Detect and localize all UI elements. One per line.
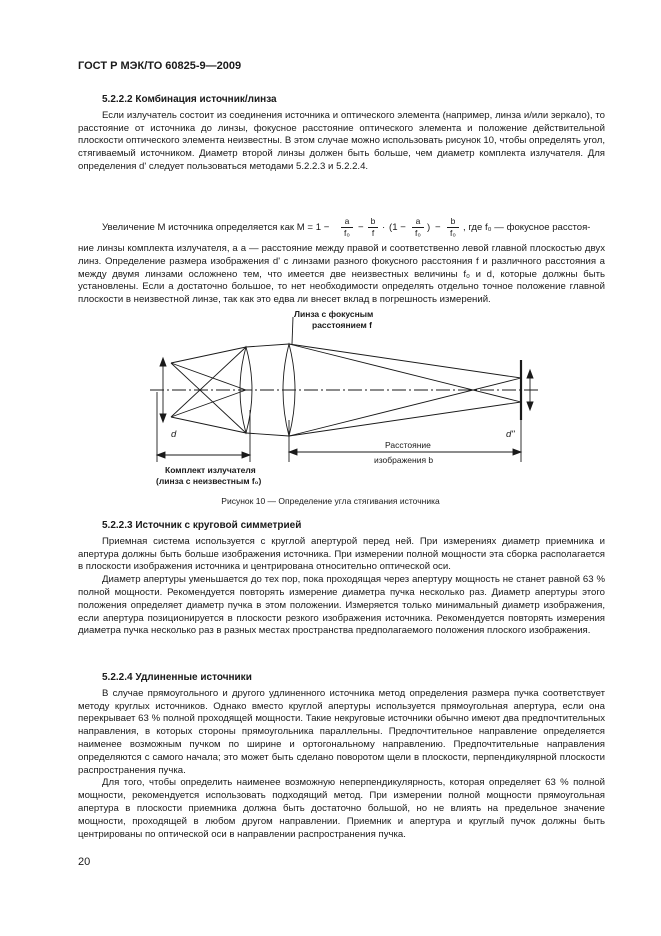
fraction: $\frac{a}{\text{f₀}}$ xyxy=(341,216,353,239)
arrow-head-up-icon xyxy=(527,370,533,378)
fraction: $\frac{a}{\text{f₀}}$ xyxy=(412,216,424,239)
fraction: $\frac{b}{f}$ xyxy=(368,216,378,239)
distance-label-line1: Расстояние xyxy=(385,440,431,450)
formula-lead: Увеличение M источника определяется как M = 1 − xyxy=(102,222,330,233)
section-5222 xyxy=(78,94,605,174)
arrow-head-down-icon xyxy=(527,402,533,410)
paragraph: Приемная система используется с круглой апертурой перед ней. При измерениях диаметр приемника и апертура должны быть больше изображения источника. При измерении полной мощности эта сборка располагается в плоскости изображения источника и центрирована относительно оптической оси. xyxy=(78,535,605,573)
label-d-prime: d" xyxy=(506,429,515,440)
fraction: $\frac{b}{\text{f₀}}$ xyxy=(447,216,459,239)
paragraph: Если излучатель состоит из соединения источника и оптического элемента (например, линза и/или зеркало), то расстояние от источника до линзы, фокусное расстояние оптического элемента и положение действительной плоскости оптического элемента неизвестны. В этом случае можно использовать рисунок 10, чтобы определять угол, стягиваемый источником. Диаметр второй линзы должен быть больше, чем диаметр комплекта излучателя. Для определения d' следует пользоваться методами 5.2.2.3 и 5.2.2.4. xyxy=(78,109,605,172)
document-header: ГОСТ Р МЭК/ТО 60825-9—2009 xyxy=(78,60,242,72)
emitter-label-line1: Комплект излучателя xyxy=(165,465,256,475)
paragraph: Диаметр апертуры уменьшается до тех пор, пока проходящая через апертуру мощность не станет равной 63 % полной мощности. Рекомендуется повторять измерение диаметра пучка несколько раз. Диаметр апертуры этого положения определяет диаметр пучка в этом положении. Измеряется только минимальный диаметр изображения, если апертура позиционируется в плоскости резкого изображения источника. Рекомендуется повторять измерения диаметра пучка несколько раз в разных местах пространства предполагаемого положения плоского изображения. xyxy=(78,574,605,637)
section-5222-continued xyxy=(78,243,605,307)
formula-tail: , где f₀ — фокусное расстоя- xyxy=(463,222,591,233)
arrow-head-down-icon xyxy=(160,414,166,422)
paragraph: Для того, чтобы определить наименее возможную неперпендикулярность, которая определяет 63 % полной мощности, рекомендуется использовать подходящий метод. При измерении полной мощности прямоугольная апертура в плоскости приемника должна быть достаточно большой, но не влиять на предельное значение мощности, проходящей в любом другом направлении. Приемник и апертура и круглый пучок должны быть центрированы по оптической оси в направлении распространения пучка. xyxy=(78,777,605,840)
section-5223 xyxy=(78,520,605,638)
magnification-formula: Увеличение M источника определяется как M = 1 − $\frac{a}{\text{f₀}}$ − $\frac{b}{f}$ · (1 − $\frac{a}{\text{f₀}}$ ) − $\frac{b}{\text{f₀}}$ , где f₀ — фокусное расстоя- xyxy=(102,216,591,238)
label-d: d xyxy=(171,429,177,440)
figure-caption: Рисунок 10 — Определение угла стягивания источника xyxy=(221,496,440,506)
emitter-label-line2: (линза с неизвестным f₀) xyxy=(156,476,262,486)
section-title: 5.2.2.3 Источник с круговой симметрией xyxy=(102,520,302,531)
lens-label-line2: расстоянием f xyxy=(312,320,372,330)
arrow-head-up-icon xyxy=(160,358,166,366)
paragraph: В случае прямоугольного и другого удлиненного источника метод определения размера пучка соответствует методу круглых источников. Однако вместо круглой апертуры используется прямоугольная апертура, если она перекрывает 63 % полной проходящей мощности. Такие некруговые источники обычно имеют два предпочтительных направления, в которых стороны прямоугольника параллельны. Предпочтительное направление определяется наименее возможным пучком по ширине и ортогональному направлению. Предпочтительные направления определяются с самого начала; это может быть сделано поворотом щели в плоскости, перпендикулярной плоскости распространения пучка. xyxy=(78,687,605,776)
figure-10-diagram xyxy=(0,300,661,490)
section-title: 5.2.2.2 Комбинация источник/линза xyxy=(102,94,277,105)
distance-label-line2: изображения b xyxy=(374,455,434,465)
lens-label-line1: Линза с фокусным xyxy=(294,309,374,319)
section-title: 5.2.2.4 Удлиненные источники xyxy=(102,672,252,683)
section-5224 xyxy=(78,672,605,841)
paragraph: ние линзы комплекта излучателя, а a — расстояние между правой и соответственно левой главной плоскостью двух линз. Определение размера изображения d' с линзами разного фокусного расстояния f и различного расстояния a между двумя линзами осложнено тем, что имеется две неизвестных величины f₀ и d, которые должны быть установлены. Если a достаточно большое, то нет необходимости определять отдельно точное положение главной плоскости в неизвестной линзе, так как это едва ли внесет вклад в погрешность измерений. xyxy=(78,243,605,306)
page-number: 20 xyxy=(78,856,91,868)
